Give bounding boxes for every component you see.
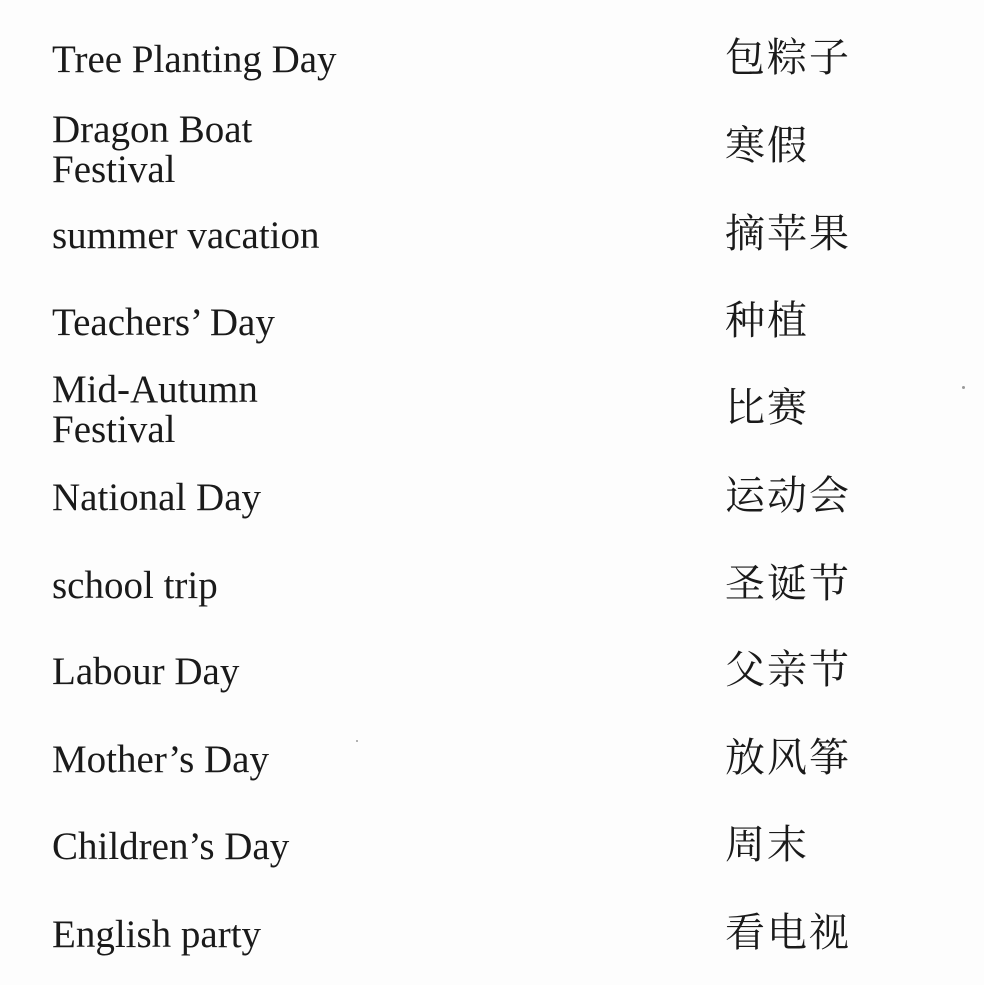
- english-term: English party: [52, 913, 262, 956]
- english-term: Mother’s Day: [52, 738, 269, 781]
- chinese-term: 看电视: [725, 910, 851, 956]
- english-term: National Day: [52, 476, 262, 519]
- chinese-term: 父亲节: [725, 647, 851, 693]
- english-term: Mid-Autumn Festival: [52, 368, 258, 451]
- english-term: school trip: [52, 564, 218, 607]
- english-term: Children’s Day: [52, 825, 290, 868]
- chinese-term: 种植: [725, 298, 809, 344]
- english-term: Tree Planting Day: [52, 38, 337, 81]
- chinese-term: 周末: [725, 822, 809, 868]
- english-term: Labour Day: [52, 650, 240, 693]
- chinese-term: 包粽子: [725, 35, 851, 81]
- scan-speck: [962, 386, 965, 389]
- english-term: Dragon Boat Festival: [52, 108, 253, 191]
- chinese-term: 比赛: [725, 385, 809, 431]
- chinese-term: 圣诞节: [725, 561, 851, 607]
- chinese-term: 运动会: [725, 473, 851, 519]
- english-term: summer vacation: [52, 214, 320, 257]
- chinese-term: 摘苹果: [725, 211, 851, 257]
- english-term: Teachers’ Day: [52, 301, 275, 344]
- chinese-term: 寒假: [725, 123, 809, 169]
- chinese-term: 放风筝: [725, 735, 851, 781]
- scan-speck: [356, 740, 358, 742]
